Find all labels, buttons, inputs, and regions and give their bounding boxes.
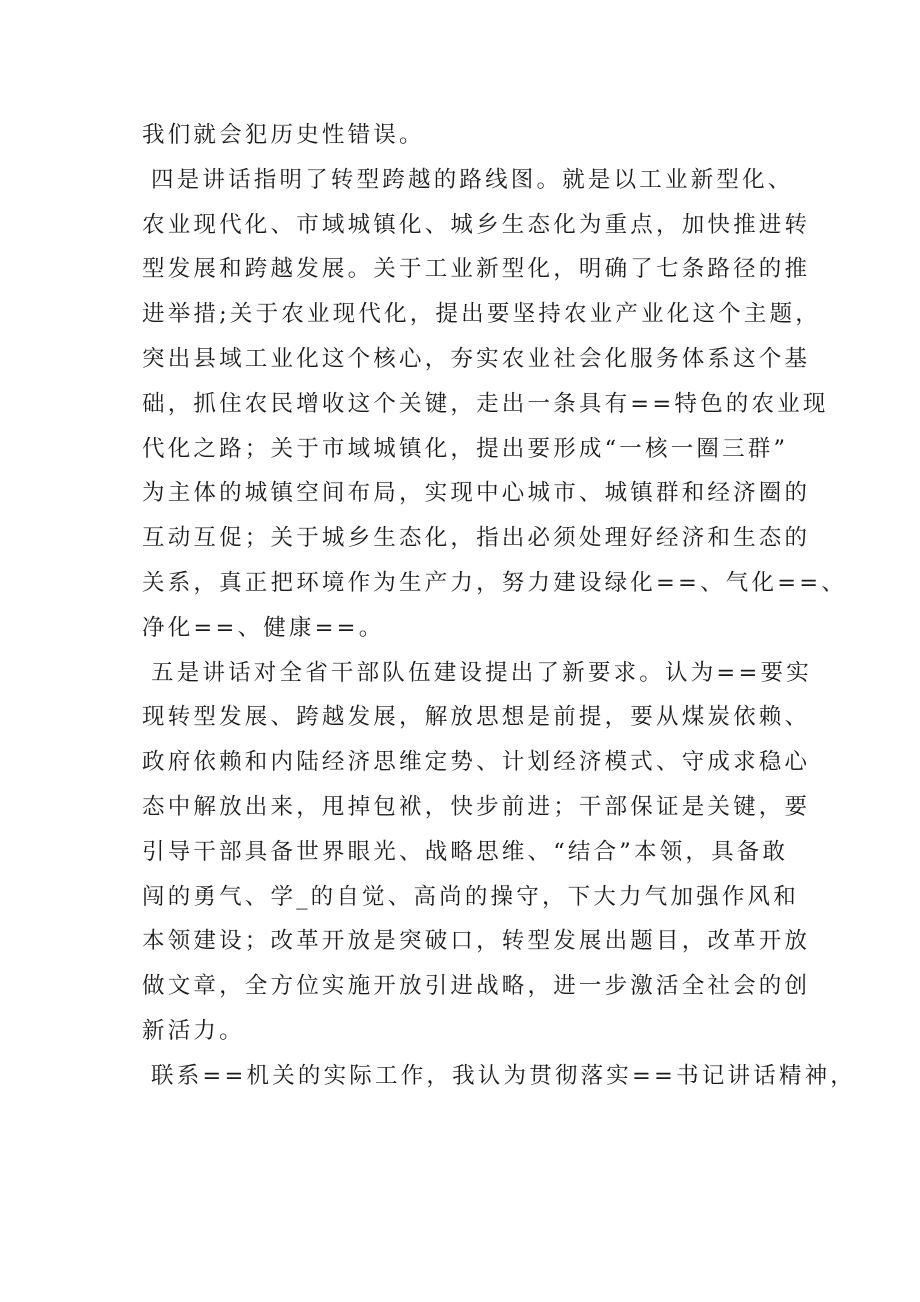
text-line: 型发展和跨越发展。关于工业新型化，明确了七条路径的推 [142, 256, 811, 283]
text-line: 态中解放出来，甩掉包袱，快步前进；干部保证是关键，要 [142, 793, 811, 820]
text-line: 代化之路；关于市域城镇化，提出要形成“一核一圈三群” [142, 435, 789, 462]
text-line: 净化==、健康==。 [142, 614, 385, 641]
text-line: 突出县域工业化这个核心，夯实农业社会化服务体系这个基 [142, 345, 811, 372]
text-line: 互动互促；关于城乡生态化，指出必须处理好经济和生态的 [142, 525, 811, 552]
text-line: 现转型发展、跨越发展，解放思想是前提，要从煤炭依赖、 [142, 704, 811, 731]
text-line: 为主体的城镇空间布局，实现中心城市、城镇群和经济圈的 [142, 480, 811, 507]
text-line: 我们就会犯历史性错误。 [142, 122, 425, 148]
text-line: 本领建设；改革开放是突破口，转型发展出题目，改革开放 [142, 928, 811, 955]
text-line: 做文章，全方位实施开放引进战略，进一步激活全社会的创 [142, 973, 811, 1000]
text-line: 闯的勇气、学_的自觉、高尚的操守，下大力气加强作风和 [142, 883, 799, 910]
text-line: 农业现代化、市域城镇化、城乡生态化为重点，加快推进转 [142, 211, 811, 238]
text-line: 进举措;关于农业现代化，提出要坚持农业产业化这个主题， [142, 301, 821, 328]
paragraph-start-line: 联系==机关的实际工作，我认为贯彻落实==书记讲话精神， [151, 1062, 857, 1089]
text-line: 新活力。 [142, 1017, 245, 1044]
paragraph-start-line: 四是讲话指明了转型跨越的路线图。就是以工业新型化、 [151, 166, 794, 193]
paragraph-start-line: 五是讲话对全省干部队伍建设提出了新要求。认为==要实 [151, 659, 812, 686]
text-line: 引导干部具备世界眼光、战略思维、“结合”本领，具备敢 [142, 838, 789, 865]
text-line: 础，抓住农民增收这个关键，走出一条具有==特色的农业现 [142, 390, 829, 417]
document-body [142, 113, 857, 1099]
text-line: 关系，真正把环境作为生产力，努力建设绿化==、气化==、 [142, 569, 848, 596]
text-line: 政府依赖和内陆经济思维定势、计划经济模式、守成求稳心 [142, 749, 811, 776]
